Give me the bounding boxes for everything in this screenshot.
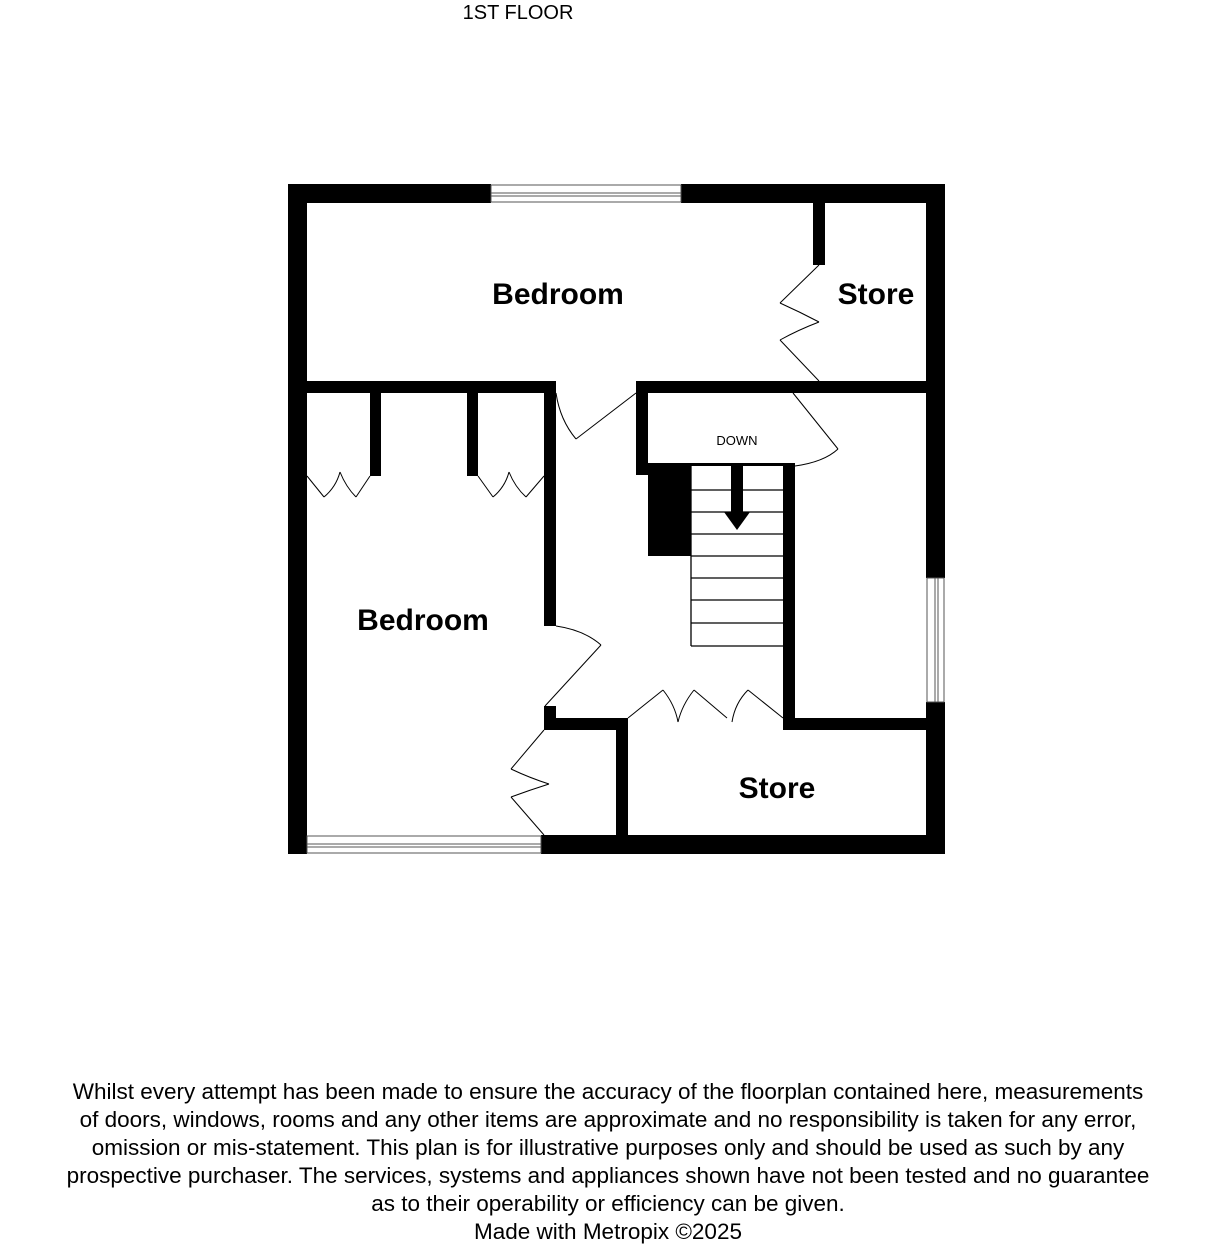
door-wardrobe-a: [307, 472, 370, 497]
disclaimer-line: omission or mis-statement. This plan is for illustrative purposes only and should be used as such by any: [91, 1135, 1125, 1160]
window-right: [927, 578, 944, 702]
wall-bedroom-right-upper: [544, 393, 556, 626]
wall-left: [288, 184, 307, 854]
stair-down-label: DOWN: [716, 433, 758, 448]
door-bedroom-top: [556, 393, 636, 439]
wall-store-bottom-top: [783, 718, 945, 730]
disclaimer: [0, 1078, 1216, 1246]
wall-cupboard-right: [616, 718, 628, 854]
room-label-store-bottom: Store: [738, 772, 816, 805]
floor-title: 1ST FLOOR: [462, 2, 574, 24]
wall-top-right: [681, 184, 945, 203]
wall-mid-left: [288, 381, 556, 393]
disclaimer-line: prospective purchaser. The services, systems and appliances shown have not been tested and no guarantee: [66, 1163, 1150, 1188]
disclaimer-line: as to their operability or efficiency can be given.: [371, 1191, 845, 1216]
disclaimer-line: Whilst every attempt has been made to ensure the accuracy of the floorplan contained here, measurements: [72, 1079, 1144, 1104]
wall-stair-right: [783, 463, 795, 730]
wall-landing-bottom: [636, 463, 793, 466]
door-wardrobe-b: [478, 472, 544, 497]
disclaimer-line: of doors, windows, rooms and any other items are approximate and no responsibility is taken for any error,: [79, 1107, 1137, 1132]
wall-store-top-divider: [813, 203, 825, 265]
door-store-bottom: [628, 690, 783, 722]
room-label-bedroom-top: Bedroom: [492, 278, 624, 311]
door-bedroom-left: [545, 626, 601, 706]
wall-landing-left: [636, 381, 648, 475]
door-cupboard: [511, 730, 549, 835]
room-label-bedroom-left: Bedroom: [357, 604, 489, 637]
room-label-store-top: Store: [837, 278, 915, 311]
credit-line: Made with Metropix ©2025: [474, 1219, 742, 1244]
window-top: [491, 185, 681, 202]
door-store-top: [780, 265, 819, 381]
wall-top-left: [288, 184, 491, 203]
window-bottom: [307, 836, 541, 853]
door-landing: [793, 393, 838, 466]
wall-wardrobe-b: [467, 393, 478, 476]
stair-newel: [648, 466, 691, 556]
stair-down-arrow-icon: [724, 466, 750, 530]
wall-cupboard-top: [544, 718, 628, 730]
wall-mid-right: [636, 381, 945, 393]
wall-wardrobe-a: [370, 393, 381, 476]
wall-bottom: [541, 835, 945, 854]
doors: [307, 265, 838, 835]
